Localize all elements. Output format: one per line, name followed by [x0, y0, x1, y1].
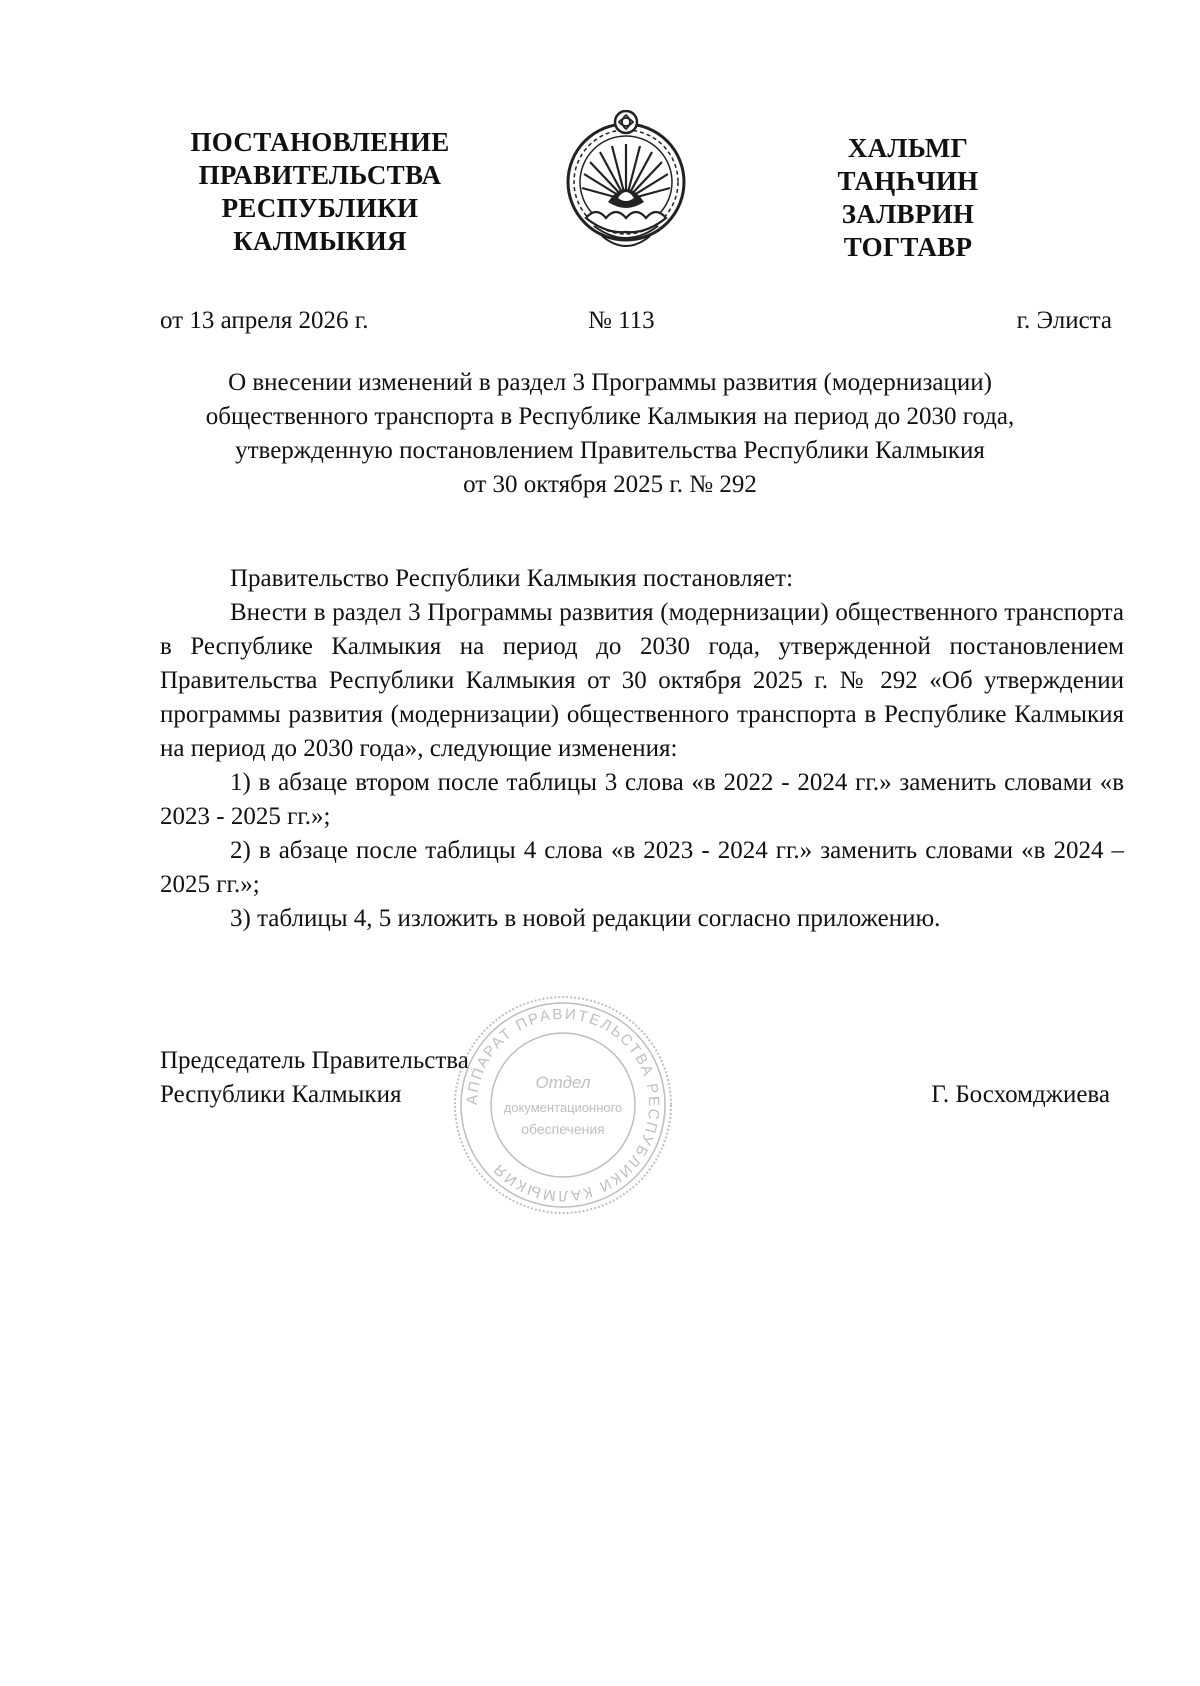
- document-city: г. Элиста: [1016, 307, 1112, 334]
- header-right-line: ТАҢҺЧИН: [837, 166, 979, 196]
- stamp-ring-text: АППАРАТ ПРАВИТЕЛЬСТВА РЕСПУБЛИКИ КАЛМЫКИЯ: [463, 1005, 663, 1205]
- header-left-line: ПРАВИТЕЛЬСТВА: [198, 160, 442, 190]
- title-line: от 30 октября 2025 г. № 292: [463, 471, 757, 498]
- document-body: [160, 562, 1124, 936]
- header-title-kalmyk: [808, 132, 1008, 264]
- body-main-paragraph: Внести в раздел 3 Программы развития (модернизации) общественного транспорта в Республике Калмыкия на период до 2030 года, утвержденной постановлением Правительства Республики Калмыкия от 30 октября 2025 г. № 292 «Об утверждении программы развития (модернизации) общественного транспорта в Республике Калмыкия на период до 2030 года», следующие изменения:: [160, 599, 1124, 762]
- signatory-title: [160, 1044, 469, 1112]
- stamp-center-line: Отдел: [535, 1073, 591, 1092]
- header-left-line: КАЛМЫКИЯ: [233, 226, 407, 256]
- official-stamp-icon: [448, 990, 678, 1220]
- header-left-line: ПОСТАНОВЛЕНИЕ: [190, 127, 450, 157]
- body-item-2: 2) в абзаце после таблицы 4 слова «в 2023 - 2024 гг.» заменить словами «в 2024 – 2025 гг.»;: [160, 837, 1124, 898]
- document-date: от 13 апреля 2026 г.: [160, 307, 369, 334]
- title-line: утвержденную постановлением Правительства Республики Калмыкия: [235, 437, 985, 464]
- header-left-line: РЕСПУБЛИКИ: [221, 193, 419, 223]
- document-number: № 113: [588, 307, 655, 334]
- body-intro: Правительство Республики Калмыкия постановляет:: [230, 565, 794, 592]
- stamp-center-line: документационного: [503, 1100, 623, 1115]
- stamp-center-line: обеспечения: [521, 1121, 605, 1137]
- header-title-russian: [170, 126, 470, 258]
- document-title: [150, 366, 1070, 502]
- header-right-line: ХАЛЬМГ: [847, 133, 969, 163]
- body-item-3: 3) таблицы 4, 5 изложить в новой редакции согласно приложению.: [230, 905, 941, 932]
- signatory-title-line: Республики Калмыкия: [160, 1081, 402, 1108]
- header-right-line: ТОГТАВР: [843, 232, 973, 262]
- title-line: О внесении изменений в раздел 3 Программы развития (модернизации): [228, 369, 992, 396]
- body-item-1: 1) в абзаце втором после таблицы 3 слова «в 2022 - 2024 гг.» заменить словами «в 2023 - 2025 гг.»;: [160, 769, 1124, 830]
- kalmykia-emblem-icon: [558, 110, 694, 260]
- header-right-line: ЗАЛВРИН: [841, 199, 975, 229]
- signatory-name: Г. Босхомджиева: [931, 1081, 1110, 1108]
- signatory-title-line: Председатель Правительства: [160, 1047, 469, 1074]
- title-line: общественного транспорта в Республике Калмыкия на период до 2030 года,: [205, 403, 1015, 430]
